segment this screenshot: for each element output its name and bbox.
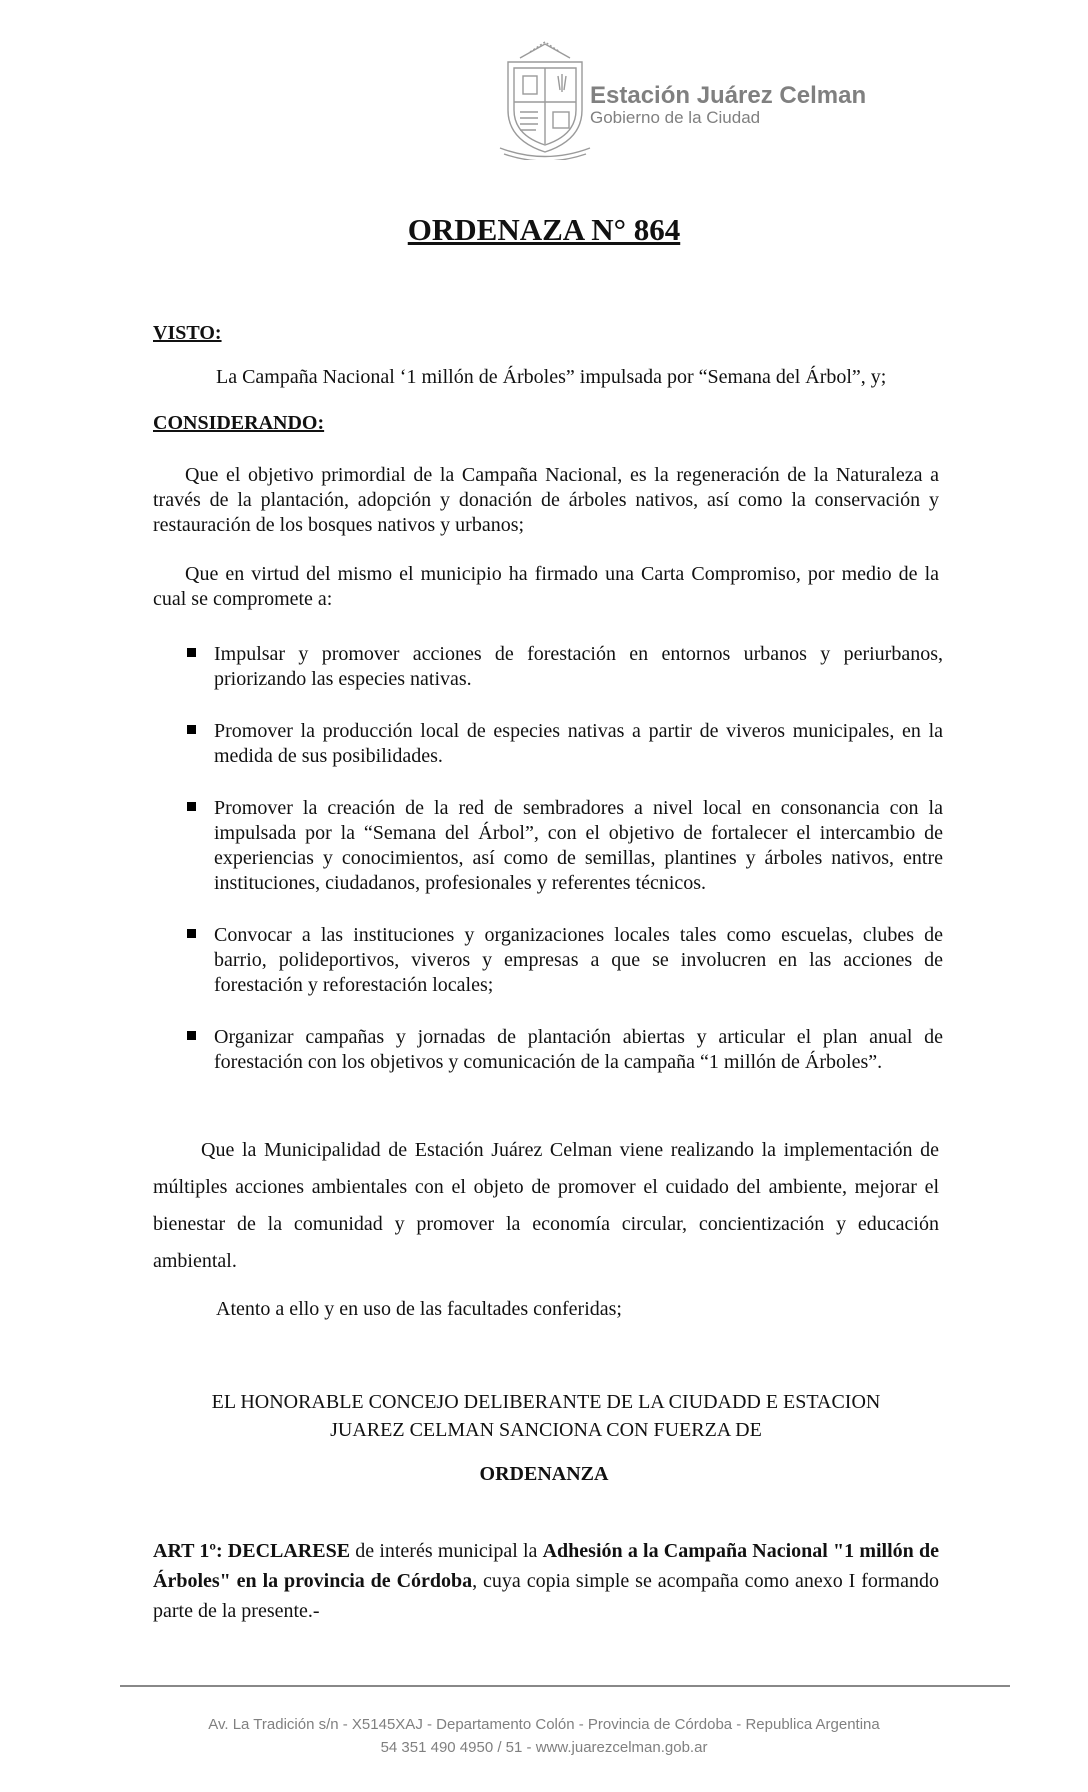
article-1 (153, 1536, 939, 1626)
paragraph-text: Que la Municipalidad de Estación Juárez Celman viene realizando la implementación de múltiples acciones ambientales con el objeto de promover el cuidado del ambiente, mejorar el bienestar de la comunidad y promover la economía circular, concientización y educación ambiental. (153, 1139, 939, 1272)
org-name: Estación Juárez Celman (590, 82, 867, 109)
visto-heading: VISTO: (153, 322, 222, 344)
bullet-square-icon (187, 1031, 196, 1040)
bullet-square-icon (187, 802, 196, 811)
list-item: Impulsar y promover acciones de forestación en entornos urbanos y periurbanos, priorizando las especies nativas. (153, 642, 943, 692)
bullet-square-icon (187, 648, 196, 657)
footer-address: Av. La Tradición s/n - X5145XAJ - Departamento Colón - Provincia de Córdoba - Republica Argentina (208, 1716, 880, 1733)
municipal-coat-of-arms-icon (490, 40, 600, 160)
sanciona-text (153, 1388, 939, 1444)
considerando-paragraph-1 (153, 463, 939, 538)
paragraph-text: Que en virtud del mismo el municipio ha firmado una Carta Compromiso, por medio de la cual se compromete a: (153, 563, 939, 610)
footer-divider (120, 1685, 1010, 1687)
article-label: ART 1º: DECLARESE (153, 1540, 351, 1562)
footer-contact: 54 351 490 4950 / 51 - www.juarezcelman.gob.ar (380, 1739, 708, 1756)
considerando-paragraph-3 (153, 1132, 939, 1280)
article-text: , cuya copia simple se acompaña como anexo I formando parte de la presente.- (153, 1570, 939, 1622)
document-title: ORDENAZA N° 864 (407, 212, 681, 247)
article-bold-text: Adhesión a la Campaña Nacional "1 millón de Árboles" en la provincia de Córdoba (153, 1540, 939, 1592)
list-item: Organizar campañas y jornadas de plantación abiertas y articular el plan anual de forestación con los objetivos y comunicación de la campaña “1 millón de Árboles”. (153, 1025, 943, 1075)
commitment-list (153, 642, 943, 1075)
visto-text: La Campaña Nacional ‘1 millón de Árboles” impulsada por “Semana del Árbol”, y; (216, 366, 887, 388)
sanciona-line-1: EL HONORABLE CONCEJO DELIBERANTE DE LA CIUDADD E ESTACION (211, 1391, 881, 1413)
paragraph-text: Que el objetivo primordial de la Campaña Nacional, es la regeneración de la Naturaleza a través de la plantación, adopción y donación de árboles nativos, así como la conservación y restauración de los bosques nativos y urbanos; (153, 464, 939, 536)
bullet-square-icon (187, 725, 196, 734)
ordenanza-heading: ORDENANZA (479, 1463, 609, 1485)
list-item: Convocar a las instituciones y organizaciones locales tales como escuelas, clubes de barrio, polideportivos, viveros y empresas a que se involucren en las acciones de forestación y reforestación locales; (153, 923, 943, 998)
bullet-square-icon (187, 929, 196, 938)
considerando-paragraph-2 (153, 562, 939, 612)
sanciona-line-2: JUAREZ CELMAN SANCIONA CON FUERZA DE (330, 1419, 762, 1441)
list-item: Promover la producción local de especies nativas a partir de viveros municipales, en la medida de sus posibilidades. (153, 719, 943, 769)
article-text: de interés municipal la (350, 1540, 543, 1562)
org-subtitle: Gobierno de la Ciudad (590, 108, 761, 127)
list-item: Promover la creación de la red de sembradores a nivel local en consonancia con la impulsada por la “Semana del Árbol”, con el objetivo de fortalecer el intercambio de experiencias y conocimientos, así como de semillas, plantines y árboles nativos, entre instituciones, ciudadanos, profesionales y referentes técnicos. (153, 796, 943, 896)
considerando-heading: CONSIDERANDO: (153, 412, 325, 434)
atento-text: Atento a ello y en uso de las facultades conferidas; (216, 1298, 622, 1320)
